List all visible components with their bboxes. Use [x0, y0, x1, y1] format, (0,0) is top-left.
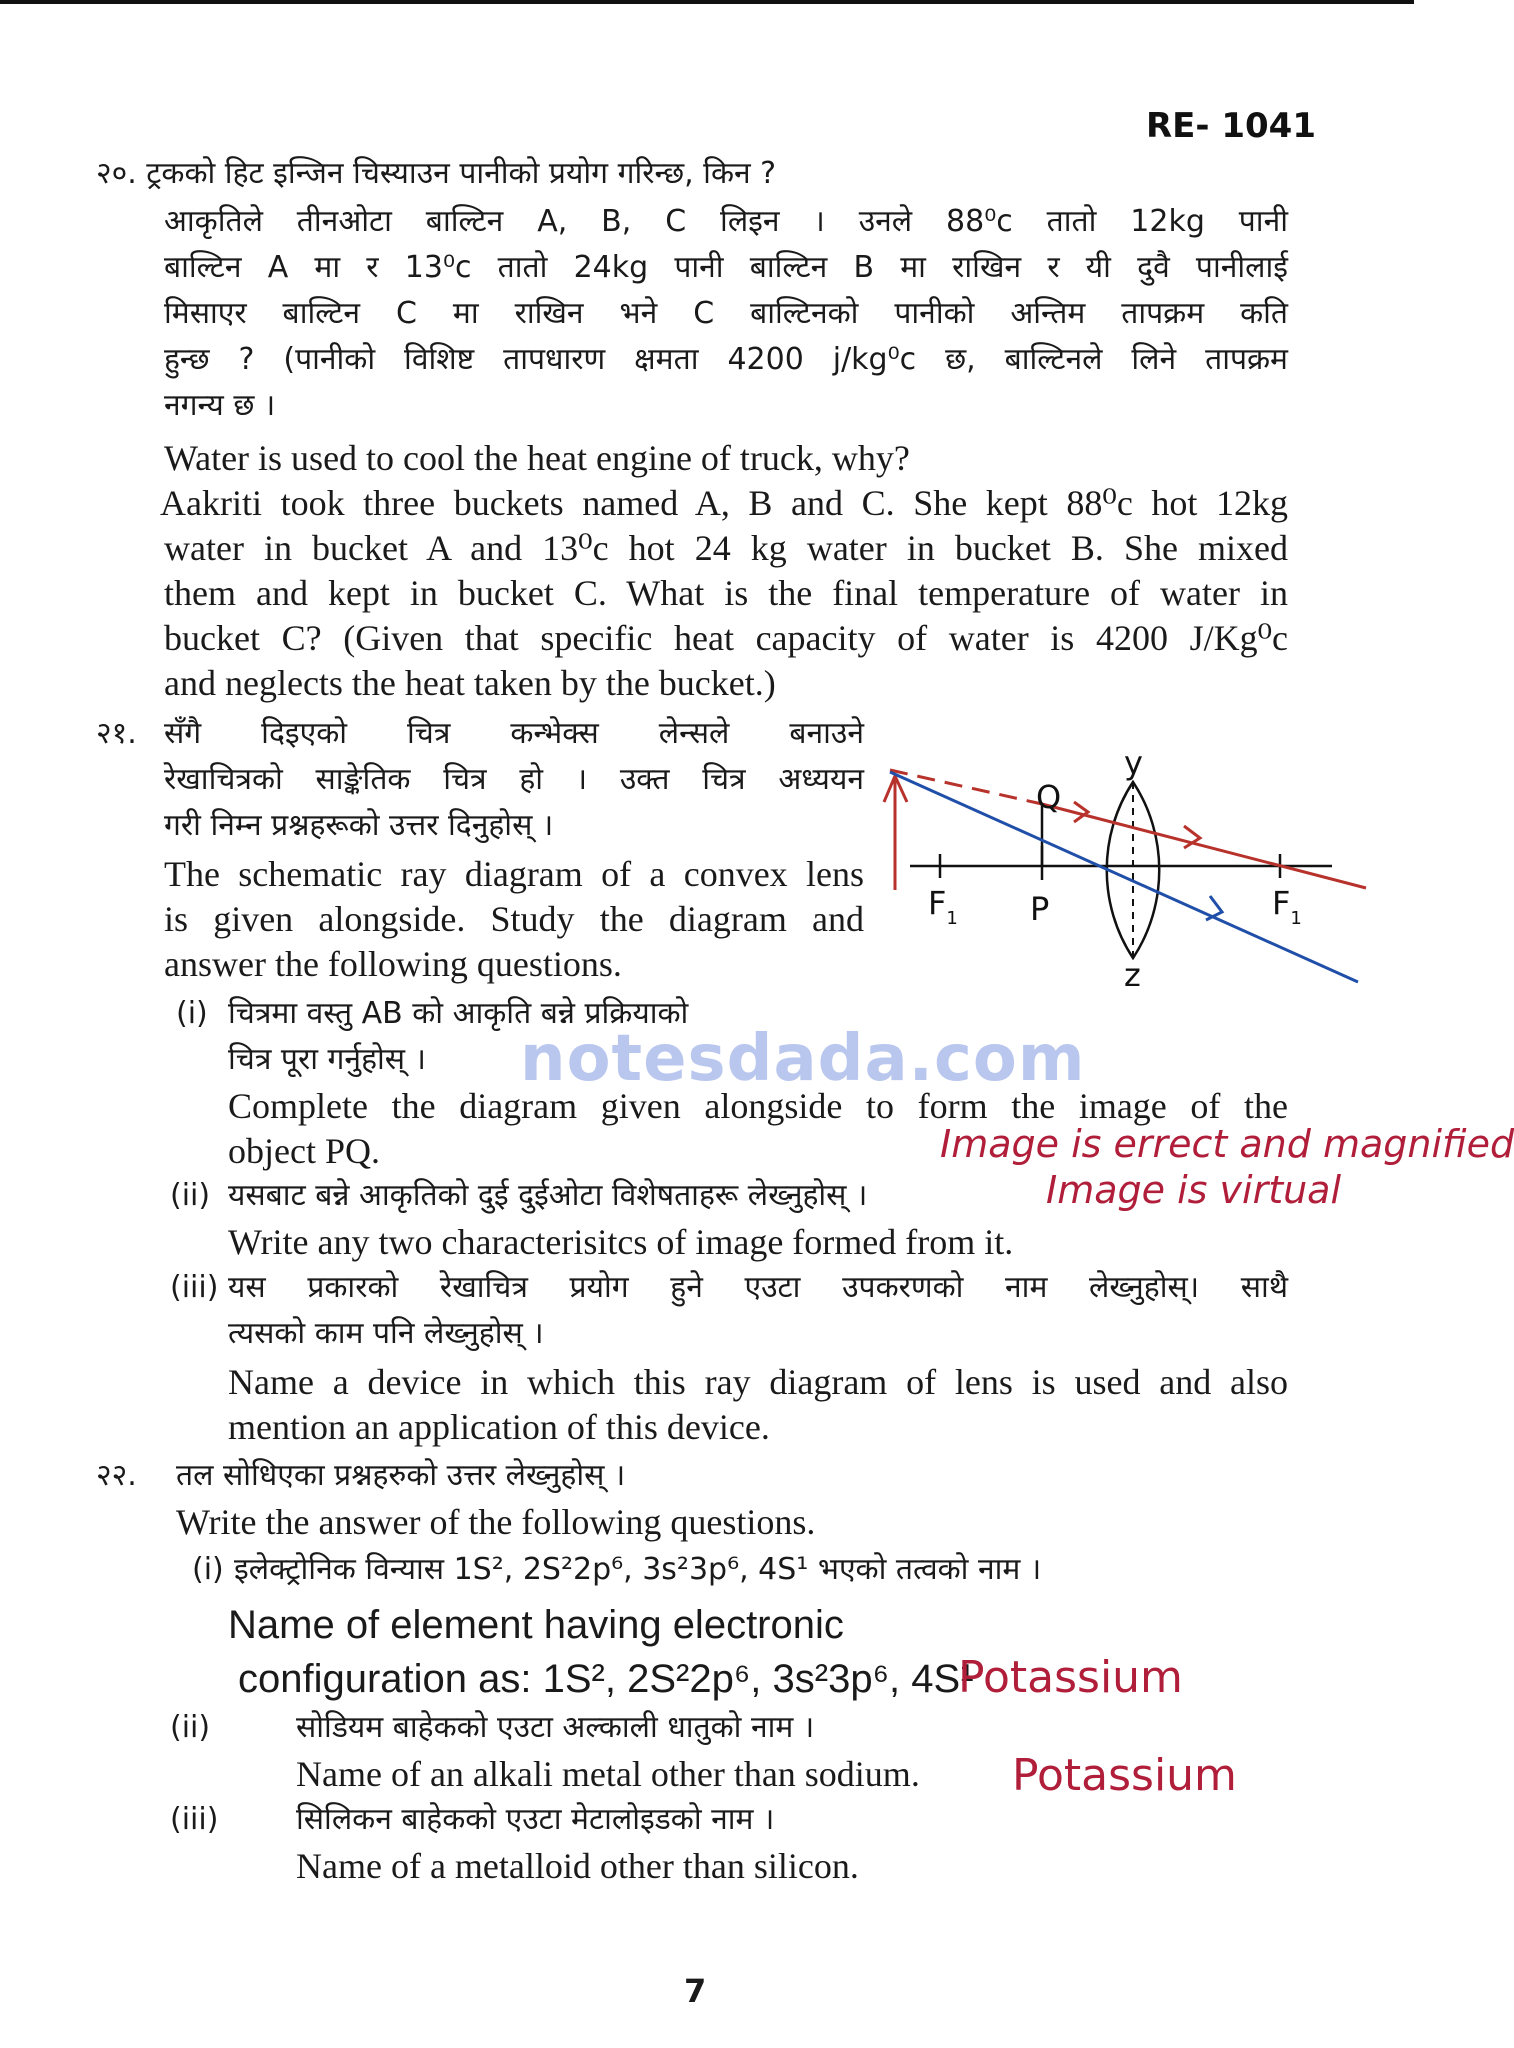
q-label: Q [1036, 778, 1062, 816]
blue-ray [890, 772, 1358, 982]
q20-en-line-3: water in bucket A and 13⁰c hot 24 kg water in bucket B. She mixed [164, 528, 1288, 568]
q20-number: २०. [96, 156, 137, 191]
z-label: z [1124, 956, 1141, 994]
q20-en-line-2: Aakriti took three buckets named A, B and C. She kept 88⁰c hot 12kg [160, 483, 1288, 523]
red-ray-dashed [890, 770, 1042, 804]
q21-iii-en-line-2: mention an application of this device. [228, 1407, 770, 1447]
q21-ne-line-3: गरी निम्न प्रश्नहरूको उत्तर दिनुहोस् । [164, 808, 554, 843]
p-label: P [1030, 890, 1050, 928]
q22-ii-ne: सोडियम बाहेकको एउटा अल्काली धातुको नाम । [296, 1710, 815, 1745]
q22-iii-ne: सिलिकन बाहेकको एउटा मेटालोइडको नाम । [296, 1802, 775, 1837]
q21-ii-ne: यसबाट बन्ने आकृतिको दुई दुईओटा विशेषताहरू लेख्नुहोस् । [228, 1178, 868, 1213]
q20-ne-line-2: बाल्टिन A मा र 13⁰c तातो 24kg पानी बाल्टिन B मा राखिन र यी दुवै पानीलाई [164, 250, 1288, 285]
convex-lens-ray-diagram [870, 730, 1370, 994]
q21-i-label: (i) [176, 996, 208, 1031]
q20-ne-line-1: आकृतिले तीनओटा बाल्टिन A, B, C लिइन । उनले 88⁰c तातो 12kg पानी [164, 204, 1288, 239]
q20-ne-question: ट्रकको हिट इन्जिन चिस्याउन पानीको प्रयोग गरिन्छ, किन ? [146, 156, 777, 191]
handwritten-virtual: Image is virtual [1046, 1168, 1342, 1212]
q22-ii-label: (ii) [170, 1710, 211, 1745]
q21-ii-label: (ii) [170, 1178, 211, 1213]
q22-i-label: (i) [192, 1552, 224, 1587]
handwritten-answer-i: Potassium [958, 1652, 1183, 1703]
q20-ne-line-4: हुन्छ ? (पानीको विशिष्ट तापधारण क्षमता 4200 j/kg⁰c छ, बाल्टिनले लिने तापक्रम [164, 342, 1288, 377]
y-label: y [1124, 744, 1143, 782]
q20-ne-line-3: मिसाएर बाल्टिन C मा राखिन भने C बाल्टिनको पानीको अन्तिम तापक्रम कति [164, 296, 1288, 331]
q20-en-line-6: and neglects the heat taken by the bucket.) [164, 663, 776, 703]
q21-i-en-line-1: Complete the diagram given alongside to form the image of the [228, 1086, 1288, 1126]
q22-number: २२. [96, 1458, 137, 1493]
q21-iii-label: (iii) [170, 1270, 219, 1305]
q21-ne-line-2: रेखाचित्रको साङ्केतिक चित्र हो । उक्त चित्र अध्ययन [164, 762, 864, 797]
q21-number: २१. [96, 716, 137, 751]
q21-i-ne-line-1: चित्रमा वस्तु AB को आकृति बन्ने प्रक्रियाको [228, 996, 689, 1031]
q22-ii-en: Name of an alkali metal other than sodium. [296, 1754, 920, 1794]
q22-en: Write the answer of the following questions. [176, 1502, 816, 1542]
f1-left-label: $F_1$ [928, 884, 958, 929]
q21-en-line-3: answer the following questions. [164, 944, 622, 984]
q22-i-en-line-2: configuration as: 1S², 2S²2p⁶, 3s²3p⁶, 4S¹ [238, 1657, 974, 1701]
q21-en-line-2: is given alongside. Study the diagram and [164, 899, 864, 939]
paper-code: RE- 1041 [1146, 106, 1316, 146]
q22-i-en-line-1: Name of element having electronic [228, 1603, 844, 1647]
q21-ne-line-1: सँगै दिइएको चित्र कन्भेक्स लेन्सले बनाउने [164, 716, 864, 751]
q20-heading [96, 152, 776, 196]
handwritten-erect-magnified: Image is errect and magnified [940, 1122, 1514, 1166]
f1-right-label: $F_1$ [1272, 884, 1302, 929]
q20-en-line-5: bucket C? (Given that specific heat capacity of water is 4200 J/Kg⁰c [164, 618, 1288, 658]
q22-i-ne: इलेक्ट्रोनिक विन्यास 1S², 2S²2p⁶, 3s²3p⁶, 4S¹ भएको तत्वको नाम । [234, 1552, 1042, 1587]
q22-ne: तल सोधिएका प्रश्नहरुको उत्तर लेख्नुहोस् । [176, 1458, 626, 1493]
q21-en-line-1: The schematic ray diagram of a convex lens [164, 854, 864, 894]
q21-ii-en: Write any two characterisitcs of image formed from it. [228, 1222, 1014, 1262]
q21-i-en-line-2: object PQ. [228, 1131, 380, 1171]
q22-iii-en: Name of a metalloid other than silicon. [296, 1846, 859, 1886]
q21-iii-en-line-1: Name a device in which this ray diagram of lens is used and also [228, 1362, 1288, 1402]
q21-iii-ne-line-2: त्यसको काम पनि लेख्नुहोस् । [228, 1316, 544, 1351]
q20-en-line-4: them and kept in bucket C. What is the final temperature of water in [164, 573, 1288, 613]
watermark: notesdada.com [520, 1022, 1086, 1096]
q20-ne-line-5: नगन्य छ । [164, 388, 276, 423]
page-number: 7 [684, 1972, 707, 2010]
red-ray [1042, 804, 1366, 888]
q21-i-ne-line-2: चित्र पूरा गर्नुहोस् । [228, 1042, 426, 1077]
q21-iii-ne-line-1: यस प्रकारको रेखाचित्र प्रयोग हुने एउटा उपकरणको नाम लेख्नुहोस्। साथै [228, 1270, 1288, 1305]
top-border [0, 0, 1414, 4]
q22-iii-label: (iii) [170, 1802, 219, 1837]
q20-en-line-1: Water is used to cool the heat engine of truck, why? [164, 438, 910, 478]
handwritten-answer-ii: Potassium [1012, 1750, 1237, 1801]
